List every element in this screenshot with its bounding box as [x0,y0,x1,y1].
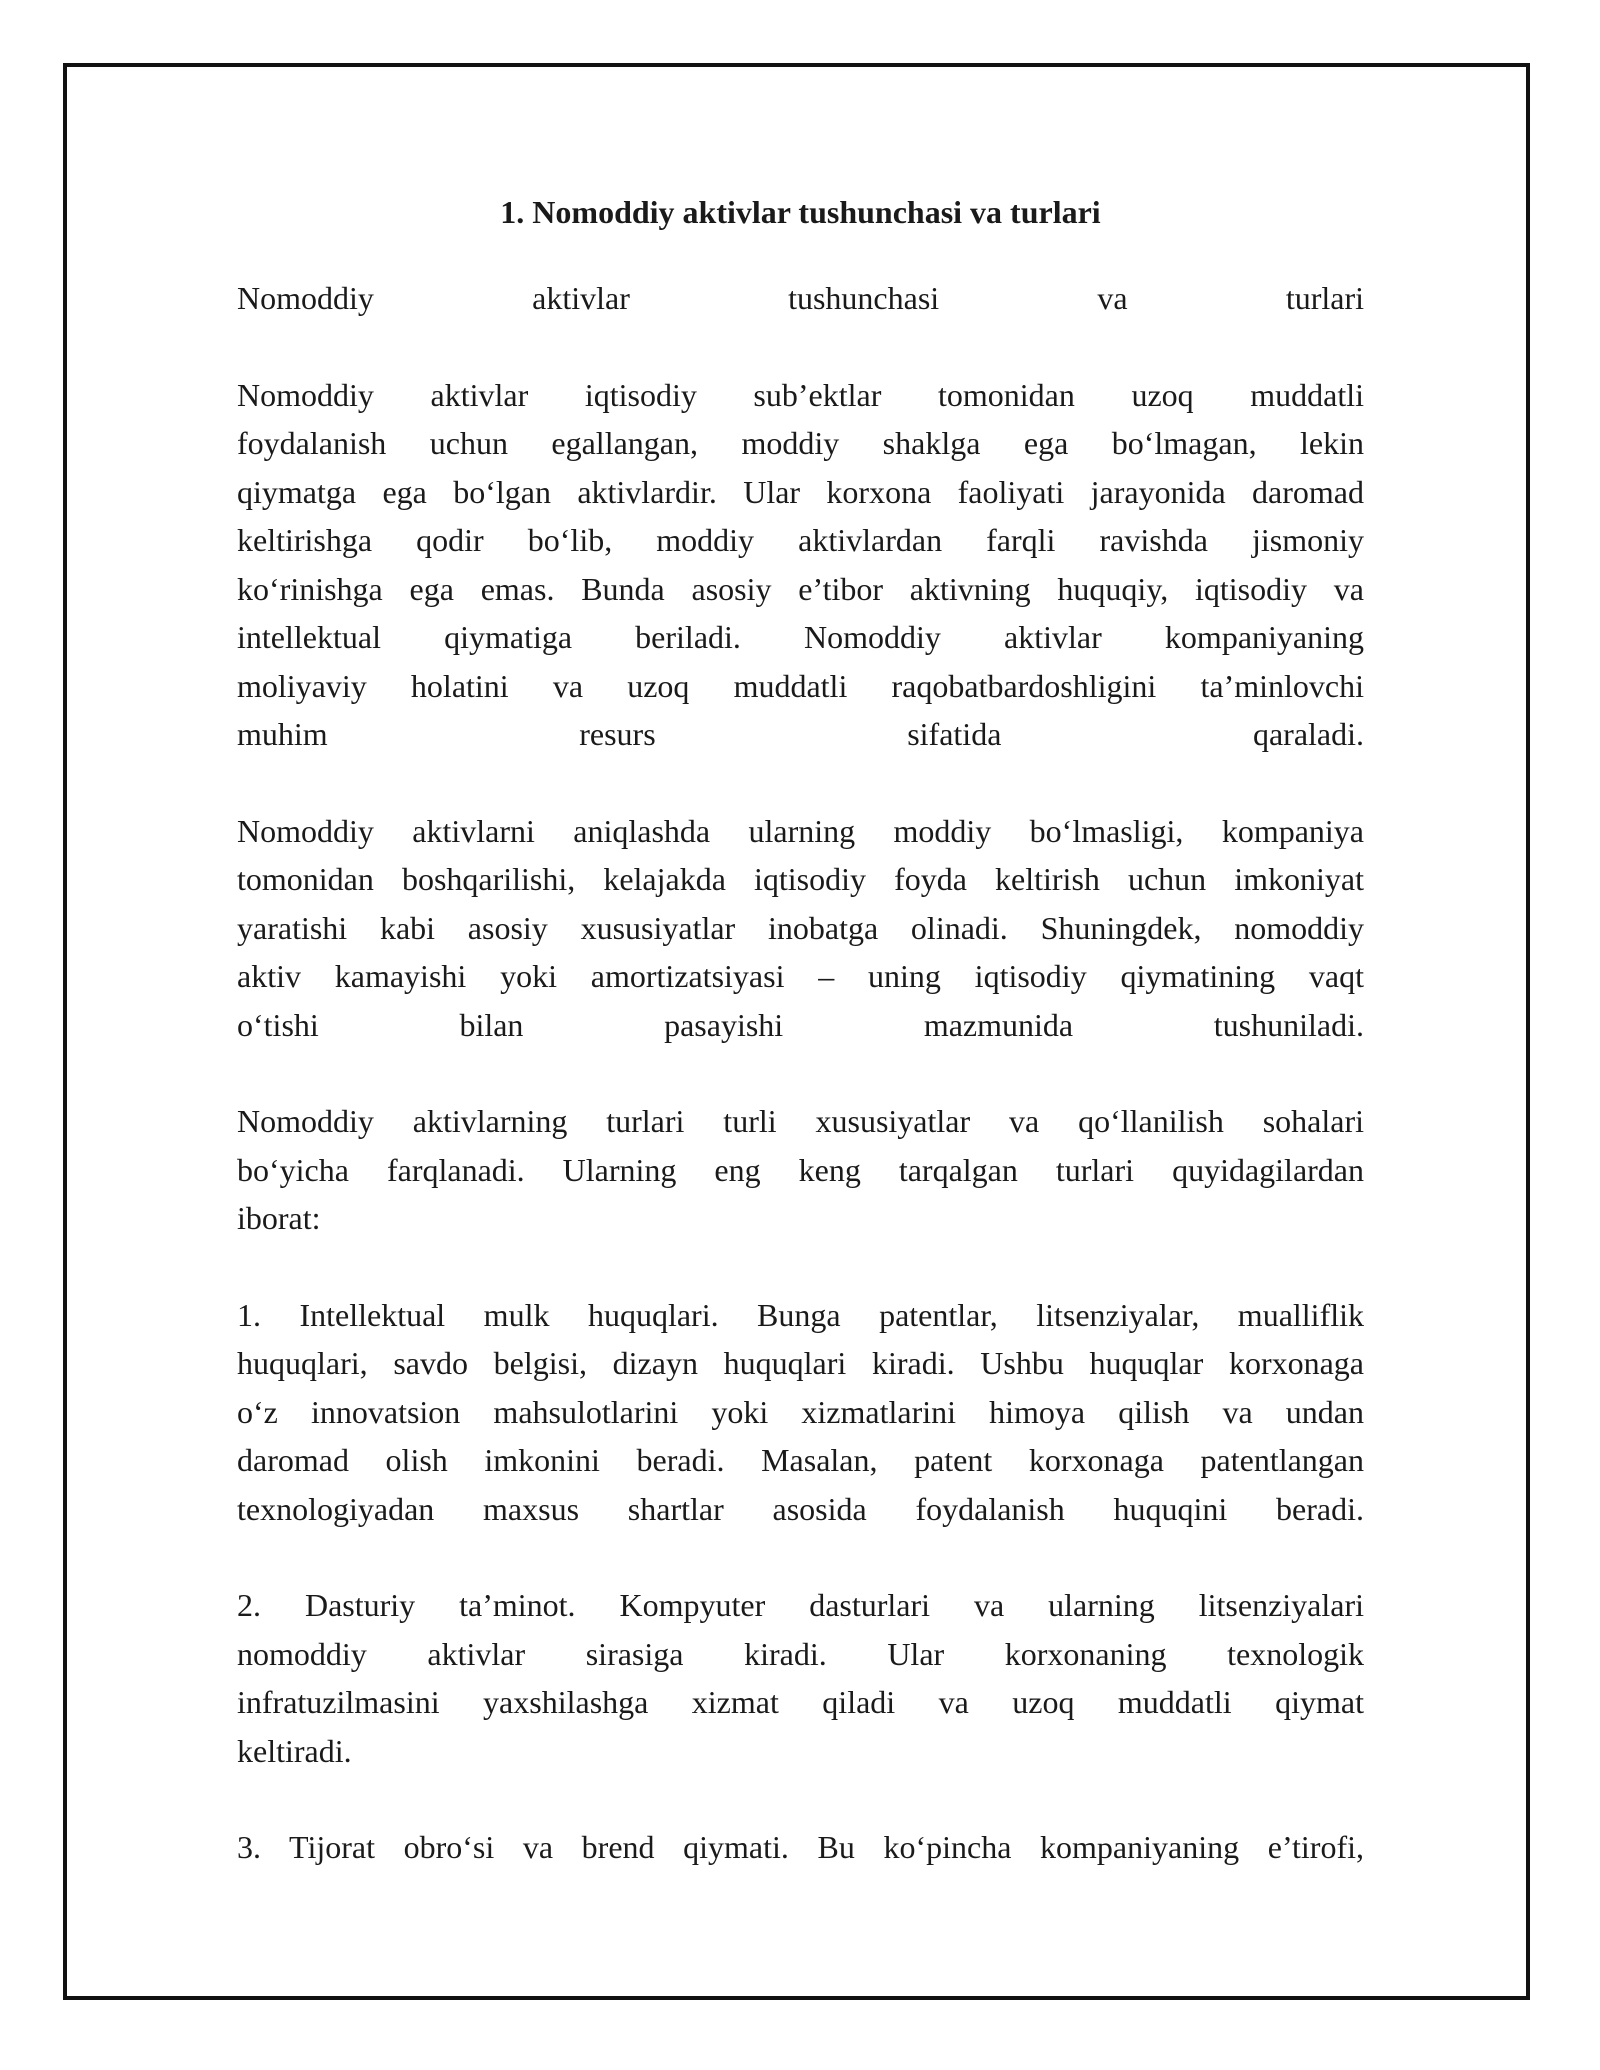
text-line: muhim resurs sifatida qaraladi. [237,716,1364,752]
text-line: moliyaviy holatini va uzoq muddatli raqobatbardoshligini ta’minlovchi [237,667,1364,704]
text-line: nomoddiy aktivlar sirasiga kiradi. Ular korxonaning texnologik [237,1635,1364,1672]
text-line: bo‘yicha farqlanadi. Ularning eng keng tarqalgan turlari quyidagilardan [237,1151,1364,1188]
text-line: Nomoddiy aktivlar iqtisodiy sub’ektlar tomonidan uzoq muddatli [237,376,1364,413]
text-line: qiymatga ega bo‘lgan aktivlardir. Ular korxona faoliyati jarayonida daromad [237,473,1364,510]
text-line: intellektual qiymatiga beriladi. Nomoddiy aktivlar kompaniyaning [237,619,1364,655]
paragraph-type-3 [237,1823,1364,1872]
text-line: 2. Dasturiy ta’minot. Kompyuter dasturlari va ularning litsenziyalari [237,1587,1364,1623]
paragraph-subtitle [237,274,1364,323]
paragraph-identification [237,807,1364,1050]
document-title: 1. Nomoddiy aktivlar tushunchasi va turlari [500,194,1101,230]
text-line: aktiv kamayishi yoki amortizatsiyasi – uning iqtisodiy qiymatining vaqt [237,958,1364,994]
paragraph-definition [237,371,1364,759]
text-line: iborat: [237,1200,321,1236]
text-line: Nomoddiy aktivlarni aniqlashda ularning moddiy bo‘lmasligi, kompaniya [237,812,1364,849]
paragraph-types-intro [237,1097,1364,1243]
document-body [237,188,1364,1920]
text-line: keltiradi. [237,1732,352,1769]
text-line: ko‘rinishga ega emas. Bunda asosiy e’tibor aktivning huquqiy, iqtisodiy va [237,570,1364,607]
text-line: infratuzilmasini yaxshilashga xizmat qiladi va uzoq muddatli qiymat [237,1684,1364,1720]
text-line: o‘z innovatsion mahsulotlarini yoki xizmatlarini himoya qilish va undan [237,1393,1364,1430]
text-line: 3. Tijorat obro‘si va brend qiymati. Bu ko‘pincha kompaniyaning e’tirofi, [237,1829,1364,1865]
text-line: foydalanish uchun egallangan, moddiy shaklga ega bo‘lmagan, lekin [237,425,1364,461]
text-line: huquqlari, savdo belgisi, dizayn huquqlari kiradi. Ushbu huquqlar korxonaga [237,1345,1364,1381]
text-line: o‘tishi bilan pasayishi mazmunida tushuniladi. [237,1006,1364,1043]
text-line: daromad olish imkonini beradi. Masalan, patent korxonaga patentlangan [237,1442,1364,1478]
paragraph-type-1 [237,1291,1364,1534]
text-line: Nomoddiy aktivlarning turlari turli xususiyatlar va qo‘llanilish sohalari [237,1103,1364,1139]
text-line: tomonidan boshqarilishi, kelajakda iqtisodiy foyda keltirish uchun imkoniyat [237,861,1364,897]
text-line: Nomoddiy aktivlar tushunchasi va turlari [237,280,1364,316]
paragraph-type-2 [237,1581,1364,1775]
text-line: keltirishga qodir bo‘lib, moddiy aktivlardan farqli ravishda jismoniy [237,522,1364,558]
text-line: yaratishi kabi asosiy xususiyatlar inobatga olinadi. Shuningdek, nomoddiy [237,909,1364,946]
text-line: 1. Intellektual mulk huquqlari. Bunga patentlar, litsenziyalar, mualliflik [237,1296,1364,1333]
text-line: texnologiyadan maxsus shartlar asosida foydalanish huquqini beradi. [237,1490,1364,1527]
